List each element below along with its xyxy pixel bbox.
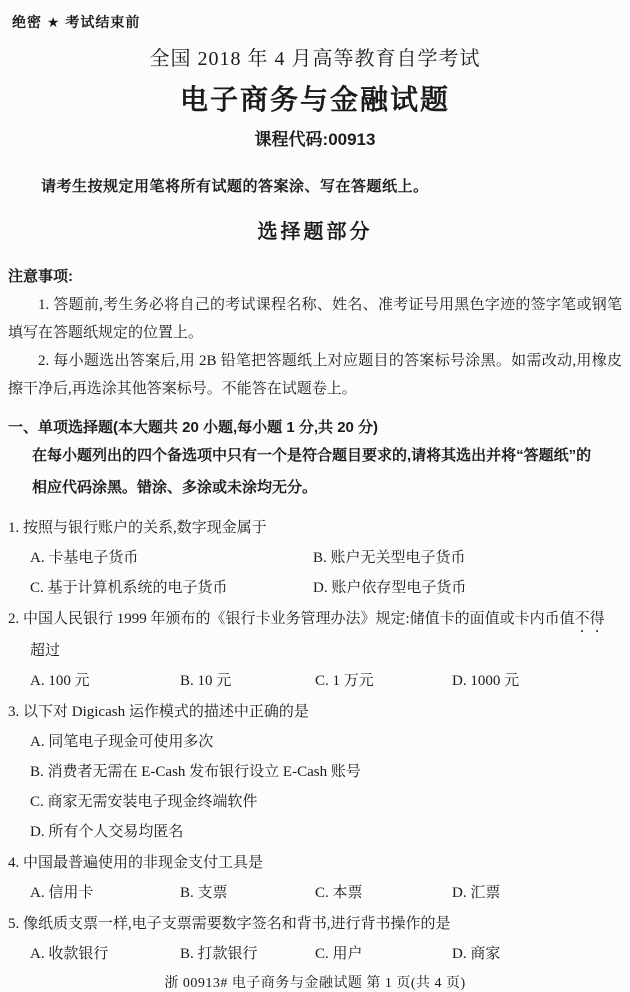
question-2 xyxy=(8,604,622,696)
option-a: A. 信用卡 xyxy=(30,885,94,901)
note-item-1: 1. 答题前,考生务必将自己的考试课程名称、姓名、准考证号用黑色字迹的签字笔或钢笔填写在答题纸规定的位置上。 xyxy=(8,297,622,341)
question-3 xyxy=(8,697,622,847)
option-a: A. 100 元 xyxy=(30,673,90,689)
exam-session-title: 全国 2018 年 4 月高等教育自学考试 xyxy=(149,48,481,70)
question-stem: 5. 像纸质支票一样,电子支票需要数字签名和背书,进行背书操作的是 xyxy=(8,916,451,932)
page-footer: 浙 00913# 电子商务与金融试题 第 1 页(共 4 页) xyxy=(164,976,466,991)
option-c: C. 基于计算机系统的电子货币 xyxy=(30,580,228,596)
classification-label: 绝密 ★ 考试结束前 xyxy=(12,14,141,30)
option-b: B. 打款银行 xyxy=(180,946,258,962)
question-stem: 3. 以下对 Digicash 运作模式的描述中正确的是 xyxy=(8,704,309,720)
option-b: B. 账户无关型电子货币 xyxy=(313,550,466,566)
part-instruction-line-1: 在每小题列出的四个备选项中只有一个是符合题目要求的,请将其选出并将“答题纸”的 xyxy=(32,447,592,464)
option-b: B. 支票 xyxy=(180,885,228,901)
option-b: B. 消费者无需在 E-Cash 发布银行设立 E-Cash 账号 xyxy=(30,764,361,780)
question-options xyxy=(30,727,622,847)
question-options xyxy=(30,878,622,908)
option-a: A. 卡基电子货币 xyxy=(30,550,139,566)
section-title: 选择题部分 xyxy=(257,221,373,243)
part-instruction xyxy=(32,440,622,504)
option-d: D. 所有个人交易均匿名 xyxy=(30,824,184,840)
part-title: 一、单项选择题(本大题共 20 小题,每小题 1 分,共 20 分) xyxy=(8,419,379,436)
exam-paper-page xyxy=(8,12,622,992)
question-stem: 1. 按照与银行账户的关系,数字现金属于 xyxy=(8,520,267,536)
option-d: D. 商家 xyxy=(452,946,501,962)
question-1 xyxy=(8,513,622,603)
question-stem-continuation: 超过 xyxy=(30,643,61,659)
page-title: 电子商务与金融试题 xyxy=(179,84,450,115)
option-c: C. 本票 xyxy=(315,885,363,901)
question-list xyxy=(8,513,622,969)
notes-title: 注意事项: xyxy=(8,268,73,285)
note-item-2: 2. 每小题选出答案后,用 2B 铅笔把答题纸上对应题目的答案标号涂黑。如需改动,用橡皮擦干净后,再选涂其他答案标号。不能答在试题卷上。 xyxy=(8,353,622,397)
option-a: A. 收款银行 xyxy=(30,946,109,962)
option-d: D. 账户依存型电子货币 xyxy=(313,580,467,596)
part-instruction-line-2: 相应代码涂黑。错涂、多涂或未涂均无分。 xyxy=(32,479,318,496)
option-c: C. 1 万元 xyxy=(315,673,374,689)
option-d: D. 汇票 xyxy=(452,885,501,901)
option-c: C. 用户 xyxy=(315,946,363,962)
option-b: B. 10 元 xyxy=(180,673,232,689)
option-a: A. 同笔电子现金可使用多次 xyxy=(30,734,214,750)
question-stem xyxy=(8,604,622,636)
question-options xyxy=(30,666,622,696)
option-c: C. 商家无需安装电子现金终端软件 xyxy=(30,794,258,810)
question-stem-emphasis: 不得 xyxy=(574,611,605,627)
option-d: D. 1000 元 xyxy=(452,673,520,689)
question-options xyxy=(30,939,622,969)
question-stem: 4. 中国最普遍使用的非现金支付工具是 xyxy=(8,855,264,871)
question-stem-text: 2. 中国人民银行 1999 年颁布的《银行卡业务管理办法》规定:储值卡的面值或卡内币值 xyxy=(8,611,575,627)
question-options xyxy=(30,543,622,603)
question-5 xyxy=(8,909,622,969)
answer-sheet-notice: 请考生按规定用笔将所有试题的答案涂、写在答题纸上。 xyxy=(41,178,429,195)
question-4 xyxy=(8,848,622,908)
course-code: 课程代码:00913 xyxy=(254,130,376,149)
